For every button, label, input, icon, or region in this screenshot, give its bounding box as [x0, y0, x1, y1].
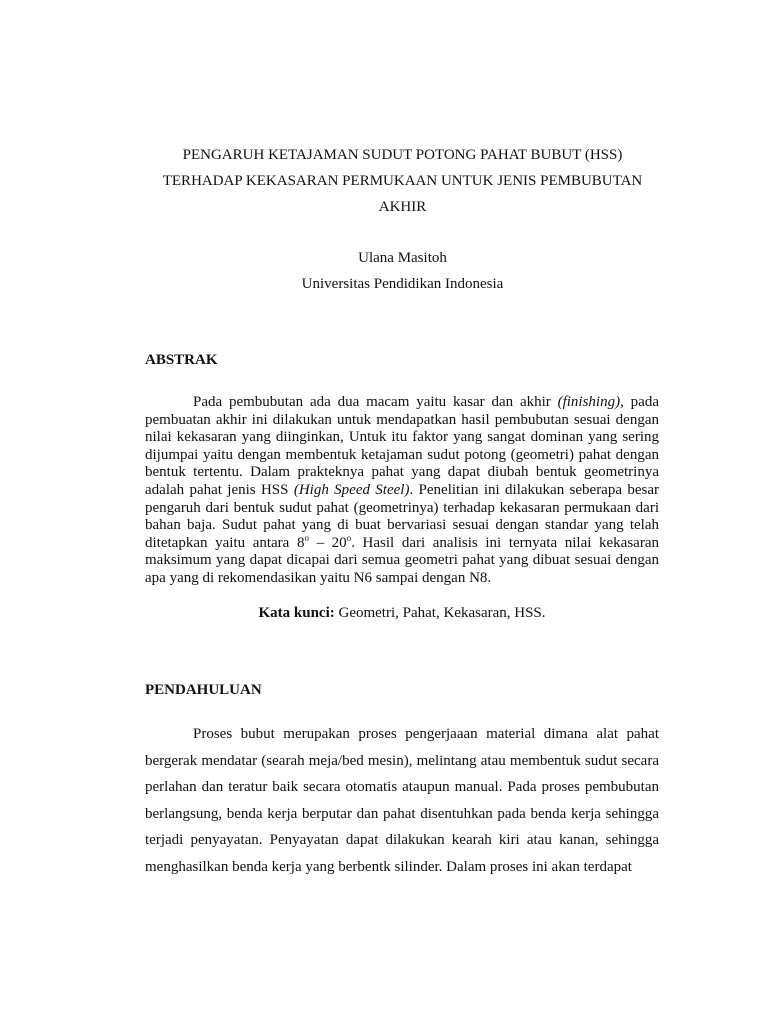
keywords-line: [145, 605, 659, 622]
abstract-dash: – 20: [308, 534, 347, 551]
abstract-text-2: , pada pembuatan akhir ini dilakukan untuk mendapatkan hasil pembubutan sesuai dengan nilai kekasaran yang diinginkan, Untuk itu faktor yang sangat dominan yang sering dijumpai yaitu dengan membentuk ketajaman sudut potong (geometri) pahat dengan bentuk tertentu. Dalam prakteknya pahat yang dapat diubah bentuk geometrinya adalah pahat jenis HSS: [145, 394, 659, 498]
abstract-heading: ABSTRAK: [145, 352, 218, 368]
keywords-label: Kata kunci:: [258, 605, 335, 621]
introduction-body: [145, 721, 659, 880]
abstract-text-3: . Penelitian ini dilakukan seberapa besar pengaruh dari bentuk sudut pahat (geometrinya) terhadap kekasaran permukaan dari bahan baja. Sudut pahat yang di buat bervariasi sesuai dengan standar yang telah ditetapkan yaitu antara 8: [145, 481, 659, 551]
abstract-italic-finishing: (finishing): [557, 394, 621, 410]
degree-superscript-1: o: [304, 532, 309, 543]
abstract-paragraph: [145, 394, 659, 588]
abstract-text-4: . Hasil dari analisis ini ternyata nilai kekasaran maksimum yang dapat dicapai dari semua geometri pahat yang dibuat sesuai dengan apa yang di rekomendasikan yaitu N6 sampai dengan N8.: [145, 534, 659, 586]
author-affiliation: Universitas Pendidikan Indonesia: [301, 276, 504, 292]
title-line-2: TERHADAP KEKASARAN PERMUKAAN UNTUK JENIS PEMBUBUTAN: [162, 173, 643, 189]
title-line-1: PENGARUH KETAJAMAN SUDUT POTONG PAHAT BUBUT (HSS): [182, 147, 623, 163]
author-name: Ulana Masitoh: [358, 250, 447, 266]
introduction-paragraph: Proses bubut merupakan proses pengerjaaan material dimana alat pahat bergerak mendatar (searah meja/bed mesin), melintang atau membentuk sudut secara perlahan dan teratur baik secara otomatis ataupun manual. Pada proses pembubutan berlangsung, benda kerja berputar dan pahat disentuhkan pada benda kerja sehingga terjadi penyayatan. Penyayatan dapat dilakukan kearah kiri atau kanan, sehingga menghasilkan benda kerja yang berbentk silinder. Dalam proses ini akan terdapat: [145, 726, 659, 875]
paper-title: [150, 142, 655, 220]
degree-superscript-2: o: [346, 532, 352, 543]
abstract-italic-hss: (High Speed Steel): [293, 481, 410, 498]
abstract-text-1: Pada pembubutan ada dua macam yaitu kasar dan akhir: [193, 394, 558, 410]
keywords-text: Geometri, Pahat, Kekasaran, HSS.: [334, 605, 546, 621]
abstract-body: [145, 394, 659, 588]
title-line-3: AKHIR: [378, 199, 427, 215]
author-block: [150, 245, 655, 297]
introduction-heading: PENDAHULUAN: [145, 682, 262, 698]
